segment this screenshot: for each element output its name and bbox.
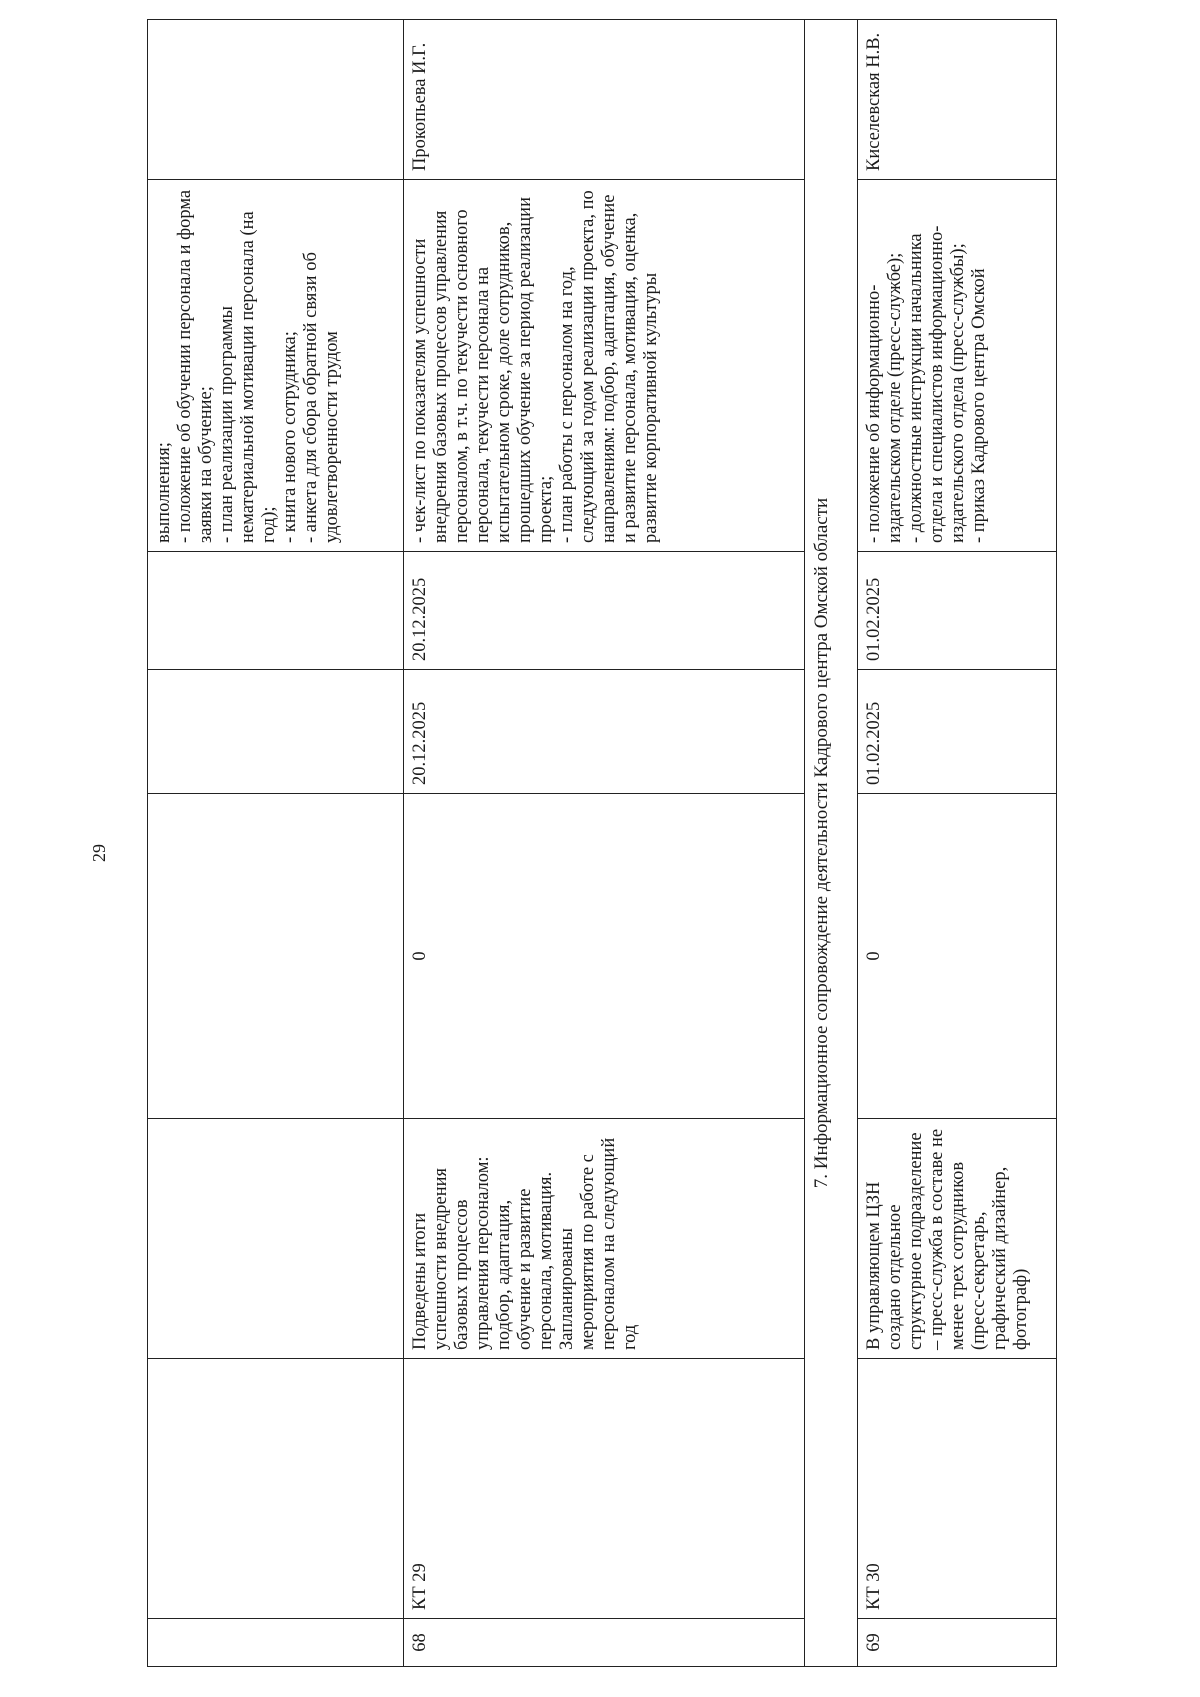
cell-end-date: 20.12.2025 xyxy=(404,552,805,670)
cell-num: 69 xyxy=(858,1619,1057,1667)
page-number: 29 xyxy=(89,844,109,862)
cell-documents xyxy=(404,180,805,552)
list-item: - книга нового сотрудника; xyxy=(280,331,300,543)
list-item: - должностные инструкции начальника отдела и специалистов информационно-издательского отдела (пресс-службы); xyxy=(906,225,968,543)
cell-code xyxy=(148,1359,404,1619)
section-title: 7. Информационное сопровождение деятельности Кадрового центра Омской области xyxy=(805,20,858,1667)
list-item: - положение об обучении персонала и форма заявки на обучение; xyxy=(175,189,216,543)
cell-num xyxy=(148,1619,404,1667)
documents-list xyxy=(154,188,343,543)
section-header-row xyxy=(805,20,858,1667)
list-item: - приказ Кадрового центра Омской xyxy=(969,268,989,543)
cell-documents xyxy=(858,180,1057,552)
cell-num: 68 xyxy=(404,1619,805,1667)
cell-end-date: 01.02.2025 xyxy=(858,552,1057,670)
cell-start-date xyxy=(148,670,404,794)
cell-code: КТ 29 xyxy=(404,1359,805,1619)
cell-result xyxy=(148,1119,404,1359)
cell-value: 0 xyxy=(404,794,805,1119)
cell-result: Подведены итоги успешности внедрения базовых процессов управления персоналом: подбор, адаптация, обучение и развитие персонала, мотивация. Запланированы мероприятия по работе с персоналом на следующий год xyxy=(404,1119,805,1359)
cell-responsible xyxy=(148,20,404,180)
list-item: - план реализации программы нематериальной мотивации персонала (на год); xyxy=(217,211,279,543)
table-row-69 xyxy=(858,20,1057,1667)
cell-code: КТ 30 xyxy=(858,1359,1057,1619)
cell-start-date: 01.02.2025 xyxy=(858,670,1057,794)
rotated-table-sheet xyxy=(147,20,1117,1667)
plan-table xyxy=(147,19,1057,1667)
cell-end-date xyxy=(148,552,404,670)
cell-start-date: 20.12.2025 xyxy=(404,670,805,794)
cell-responsible: Прокопьева И.Г. xyxy=(404,20,805,180)
table-row-continuation xyxy=(148,20,404,1667)
documents-list xyxy=(410,188,662,543)
list-item: - анкета для сбора обратной связи об удовлетворенности трудом xyxy=(301,252,342,543)
cell-result: В управляющем ЦЗН создано отдельное структурное подразделение – пресс-служба в составе не менее трех сотрудников (пресс-секретарь, графический дизайнер, фотограф) xyxy=(858,1119,1057,1359)
cell-responsible: Киселевская Н.В. xyxy=(858,20,1057,180)
list-item: - план работы с персоналом на год, следующий за годом реализации проекта, по направлениям: подбор, адаптация, обучение и развитие персонала, мотивация, оценка, развитие корпоративной культуры xyxy=(557,190,661,543)
documents-list xyxy=(864,188,990,543)
table-row-68 xyxy=(404,20,805,1667)
list-item: - положение об информационно-издательском отделе (пресс-службе); xyxy=(864,252,905,543)
list-item: выполнения; xyxy=(154,442,174,543)
cell-value: 0 xyxy=(858,794,1057,1119)
cell-value xyxy=(148,794,404,1119)
cell-documents xyxy=(148,180,404,552)
list-item: - чек-лист по показателям успешности внедрения базовых процессов управления персоналом, в т.ч. по текучести основного персонала, текучести персонала на испытательном сроке, доле сотрудников, прошедших обучение за период реализации проекта; xyxy=(410,197,556,543)
